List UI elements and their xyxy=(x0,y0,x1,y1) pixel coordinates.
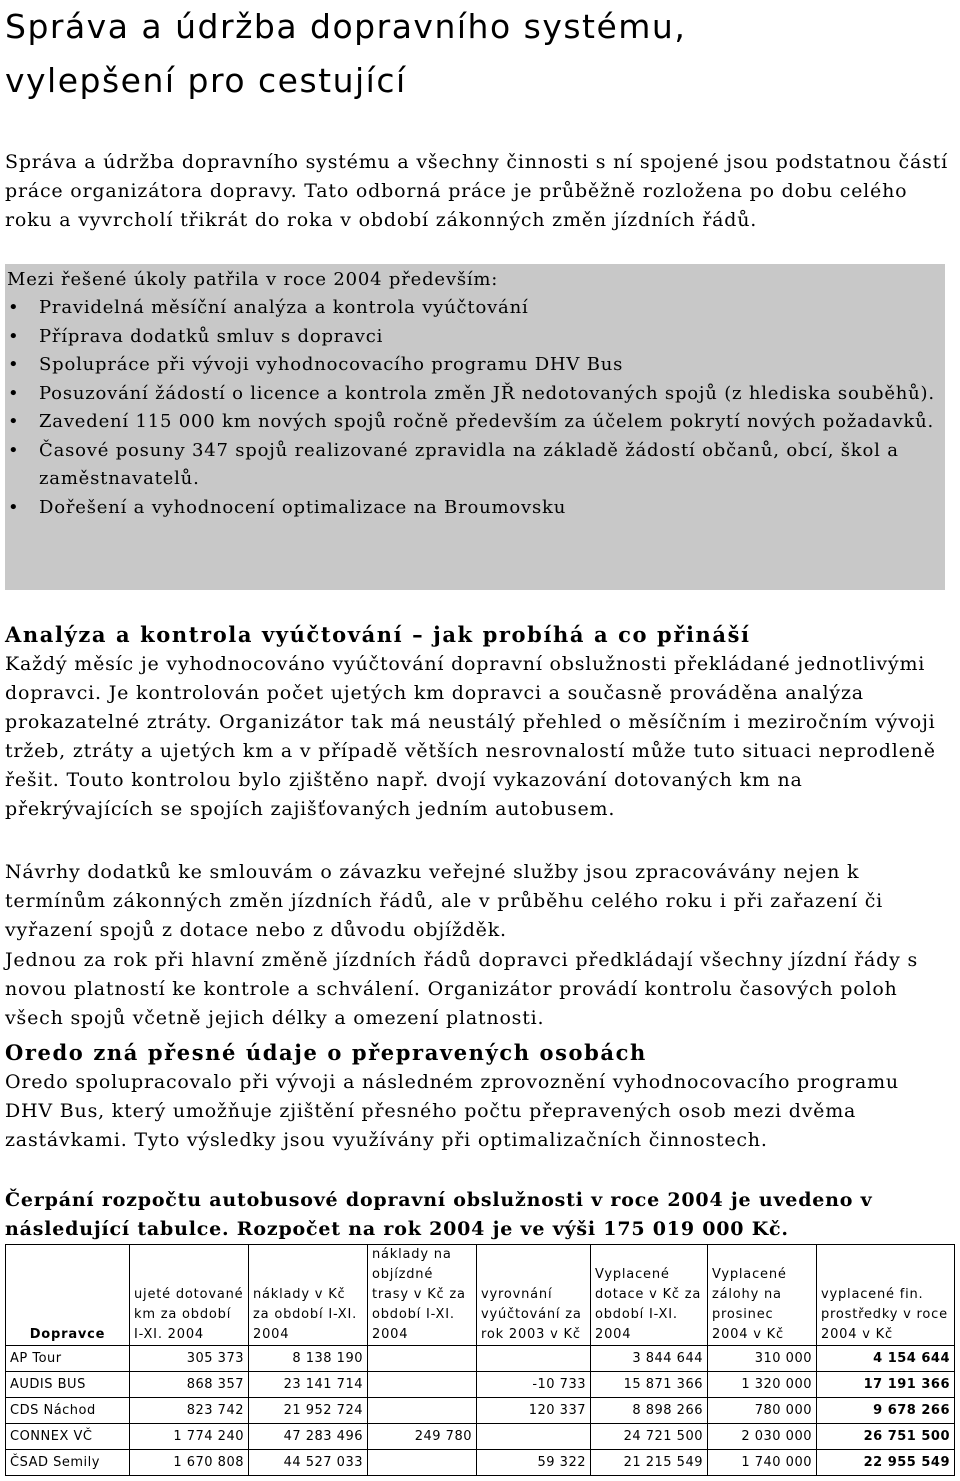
table-row xyxy=(6,1424,955,1450)
table-cell: 3 844 644 xyxy=(591,1346,708,1372)
table-cell xyxy=(477,1346,591,1372)
header-cell: Dopravce xyxy=(6,1245,130,1346)
task-item: • Časové posuny 347 spojů realizované zpravidla na základě žádostí občanů, obcí, škol a zaměstnavatelů. xyxy=(5,437,945,494)
task-item: • Příprava dodatků smluv s dopravci xyxy=(5,323,945,352)
table-cell: 44 527 033 xyxy=(249,1450,368,1476)
header-cell: vyplacené fin. prostředky v roce 2004 v Kč xyxy=(817,1245,955,1346)
analysis-paragraph-2: Návrhy dodatků ke smlouvám o závazku veřejné služby jsou zpracovávány nejen k termínům zákonných změn jízdních řádů, ale v průběhu celého roku i při zařazení či vyřazení spojů z dotace nebo z důvodu objížděk. xyxy=(5,861,884,941)
table-cell: 24 721 500 xyxy=(591,1424,708,1450)
tasks-heading: Mezi řešené úkoly patřila v roce 2004 především: xyxy=(7,269,499,290)
bullet-icon: • xyxy=(8,325,20,347)
table-row xyxy=(6,1450,955,1476)
budget-table xyxy=(5,1244,955,1476)
table-cell: 120 337 xyxy=(477,1398,591,1424)
header-cell: Vyplacené zálohy na prosinec 2004 v Kč xyxy=(708,1245,817,1346)
table-cell: 21 952 724 xyxy=(249,1398,368,1424)
table-cell xyxy=(368,1346,477,1372)
page-title xyxy=(5,0,955,108)
section-analysis-heading: Analýza a kontrola vyúčtování – jak probíhá a co přináší xyxy=(5,622,751,647)
budget-paragraph: Čerpání rozpočtu autobusové dopravní obslužnosti v roce 2004 je uvedeno v následující tabulce. Rozpočet na rok 2004 je ve výši 175 019 000 Kč. xyxy=(5,1189,873,1240)
table-header-row xyxy=(6,1245,955,1346)
carrier-cell: AP Tour xyxy=(6,1346,130,1372)
tasks-list xyxy=(5,294,945,522)
table-cell: 1 670 808 xyxy=(130,1450,249,1476)
table-cell: 305 373 xyxy=(130,1346,249,1372)
intro-paragraph: Správa a údržba dopravního systému a všechny činnosti s ní spojené jsou podstatnou částí práce organizátora dopravy. Tato odborná práce je průběžně rozložena po dobu celého roku a vyvrcholí třikrát do roka v období zákonných změn jízdních řádů. xyxy=(5,151,948,231)
task-item: • Pravidelná měsíční analýza a kontrola vyúčtování xyxy=(5,294,945,323)
table-cell: 59 322 xyxy=(477,1450,591,1476)
table-cell: 8 898 266 xyxy=(591,1398,708,1424)
table-cell xyxy=(477,1424,591,1450)
carrier-cell: CONNEX VČ xyxy=(6,1424,130,1450)
table-cell: 1 774 240 xyxy=(130,1424,249,1450)
total-cell: 9 678 266 xyxy=(817,1398,955,1424)
table-cell: 823 742 xyxy=(130,1398,249,1424)
carrier-cell: CDS Náchod xyxy=(6,1398,130,1424)
table-cell: 21 215 549 xyxy=(591,1450,708,1476)
analysis-paragraph-3: Jednou za rok při hlavní změně jízdních řádů dopravci předkládají všechny jízdní řády s novou platností ke kontrole a schválení. Organizátor provádí kontrolu časových poloh všech spojů včetně jejich délky a omezení platnosti. xyxy=(5,949,919,1029)
bullet-icon: • xyxy=(8,297,20,318)
header-cell: ujeté dotované km za období I-XI. 2004 xyxy=(130,1245,249,1346)
passengers-paragraph: Oredo spolupracovalo při vývoji a následném zprovoznění vyhodnocovacího programu DHV Bus, který umožňuje zjištění přesného počtu přepravených osob mezi dvěma zastávkami. Tyto výsledky jsou využívány při optimalizačních činnostech. xyxy=(5,1071,899,1151)
total-cell: 26 751 500 xyxy=(817,1424,955,1450)
table-cell: 47 283 496 xyxy=(249,1424,368,1450)
title-line-2: vylepšení pro cestující xyxy=(5,61,407,100)
task-item: • Dořešení a vyhodnocení optimalizace na Broumovsku xyxy=(5,494,945,523)
bullet-icon: • xyxy=(8,411,20,432)
task-item: • Spolupráce při vývoji vyhodnocovacího programu DHV Bus xyxy=(5,351,945,380)
header-cell: náklady v Kč za období I-XI. 2004 xyxy=(249,1245,368,1346)
header-cell: Vyplacené dotace v Kč za období I-XI. 2004 xyxy=(591,1245,708,1346)
table-cell: 23 141 714 xyxy=(249,1372,368,1398)
table-cell: -10 733 xyxy=(477,1372,591,1398)
table-cell xyxy=(368,1372,477,1398)
carrier-cell: ČSAD Semily xyxy=(6,1450,130,1476)
table-cell: 1 320 000 xyxy=(708,1372,817,1398)
total-cell: 17 191 366 xyxy=(817,1372,955,1398)
total-cell: 22 955 549 xyxy=(817,1450,955,1476)
section-passengers-heading: Oredo zná přesné údaje o přepravených osobách xyxy=(5,1040,647,1065)
table-cell: 8 138 190 xyxy=(249,1346,368,1372)
table-cell: 249 780 xyxy=(368,1424,477,1450)
task-item: • Zavedení 115 000 km nových spojů ročně především za účelem pokrytí nových požadavků. xyxy=(5,408,945,437)
bullet-icon: • xyxy=(8,382,20,404)
tasks-box xyxy=(5,264,945,590)
task-item: • Posuzování žádostí o licence a kontrola změn JŘ nedotovaných spojů (z hlediska souběhů). xyxy=(5,380,945,409)
table-cell xyxy=(368,1450,477,1476)
bullet-icon: • xyxy=(8,496,20,518)
table-row xyxy=(6,1398,955,1424)
table-row xyxy=(6,1372,955,1398)
header-cell: vyrovnání vyúčtování za rok 2003 v Kč xyxy=(477,1245,591,1346)
table-cell xyxy=(368,1398,477,1424)
table-cell: 310 000 xyxy=(708,1346,817,1372)
table-row xyxy=(6,1346,955,1372)
bullet-icon: • xyxy=(8,439,20,461)
table-cell: 15 871 366 xyxy=(591,1372,708,1398)
header-cell: náklady na objízdné trasy v Kč za období I-XI. 2004 xyxy=(368,1245,477,1346)
total-cell: 4 154 644 xyxy=(817,1346,955,1372)
table-cell: 2 030 000 xyxy=(708,1424,817,1450)
table-cell: 868 357 xyxy=(130,1372,249,1398)
bullet-icon: • xyxy=(8,354,20,375)
analysis-paragraph-1: Každý měsíc je vyhodnocováno vyúčtování dopravní obslužnosti překládané jednotlivými dopravci. Je kontrolován počet ujetých km dopravci a současně prováděna analýza prokazatelné ztráty. Organizátor tak má neustálý přehled o měsíčním i meziročním vývoji tržeb, ztráty a ujetých km a v případě větších nesrovnalostí může tuto situaci neprodleně řešit. Touto kontrolou bylo zjištěno např. dvojí vykazování dotovaných km na překrývajících se spojích zajišťovaných jedním autobusem. xyxy=(5,653,936,820)
carrier-cell: AUDIS BUS xyxy=(6,1372,130,1398)
table-cell: 780 000 xyxy=(708,1398,817,1424)
table-cell: 1 740 000 xyxy=(708,1450,817,1476)
title-line-1: Správa a údržba dopravního systému, xyxy=(5,7,687,46)
